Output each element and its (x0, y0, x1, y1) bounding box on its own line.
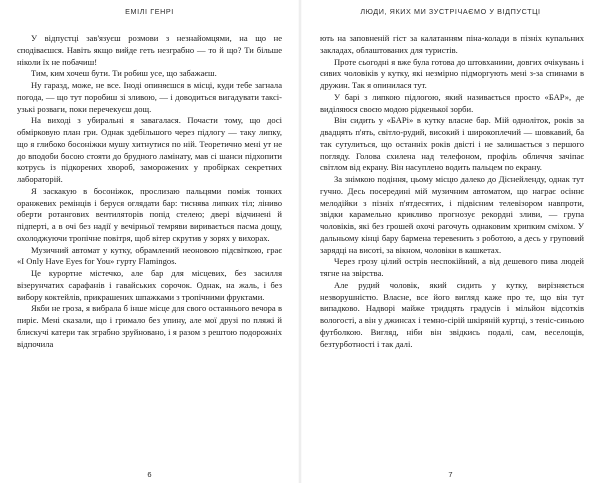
right-paragraph-1: ють на заповненій гіст за калатанням піна-колади в пізніх купальних закладах, облаштованих для туристів. (320, 33, 584, 55)
left-paragraph-4: На виході з убиральні я завагалася. Почасти тому, що досі обмірковую план гри. Однак здебільшого через підлогу — таку липку, що я глибоко босоніжки мушу хитнутися по ній. Теоретично мені ут не до вподоби босою стояти до брудного ламінату, мав сі шанси підхопити котрусь із підкорених хвороб, заморожених у пробірках секретних лабораторій. (17, 115, 282, 184)
left-page (0, 0, 299, 483)
right-paragraph-7: Але рудий чоловік, який сидить у кутку, вирізняється незворушністю. Власне, все його вигляд каже про те, що він тут випадково. Надворі майже тридцять градусів і мільйон відсотків вологості, а він у джинсах і темно-сірій шкіряній куртці, з теніс-синьою футболкою. Вигляд, ніби він звідкись подалі, сам, веселощів, безтурботності і так далі. (320, 279, 584, 349)
right-page-number: 7 (448, 470, 453, 479)
right-paragraph-5: За знімкою подіння, цьому місцю далеко до Діснейленду, однак тут гучно. Десь посередині мій музичним автоматом, що награє осіннє мелодійки з пізніх п'ятдесятих, і підвісним телевізором навпроти, звідки карамельно крикливо прогнозує рекордні зливи, — група чоловіків, які без грошей охочі рагочуть однаковим хрипким сміхом. У дальньому кінці бару бармена теревенить з роботою, а десь у груповий зарядці на висоті, за вікном, чоловіки в кашкетах. (320, 174, 584, 255)
left-paragraph-6: Музичний автомат у кутку, обрамлений неоновою підсвіткою, грає «I Only Have Eyes for You» гурту Flamingos. (17, 244, 282, 267)
right-text-block (320, 33, 584, 453)
left-text-block (17, 33, 282, 453)
left-paragraph-2: Тим, ким хочеш бути. Ти робиш усе, що забажаєш. (31, 68, 217, 79)
right-running-head: ЛЮДИ, ЯКИХ МИ ЗУСТРІЧАЄМО У ВІДПУСТЦІ (360, 7, 541, 16)
right-paragraph-3: У барі з липкою підлогою, який називається просто «БАР», де виділяюся своєю модою рідкенької зорби. (320, 91, 584, 114)
left-page-number: 6 (147, 470, 152, 479)
right-paragraph-4: Він сидить у «БАРі» в кутку власне бар. Мій одноліток, років за двадцять п'ять, світло-рудий, високий і широкоплечий — шовкавий, ба так сутулиться, що останніх років двісті і не залишається з першого погляду. Голова схилена над телефоном, профіль обличчя зачіпає світлом від екрану. Він насуплено водить пальцем по екрану. (320, 115, 584, 173)
right-paragraph-6: Через грозу цілий острів неспокійний, а від дешевого пива людей тягне на звірства. (320, 256, 584, 278)
right-page (301, 0, 600, 483)
left-running-head: ЕМІЛІ ГЕНРІ (125, 7, 174, 16)
right-paragraph-2: Проте сьогодні я вже була готова до штовханини, довгих очікувань і сивих чоловіків у кутку, які незмірно підморгують мені з-за спинами в дружин. Так я опинилася тут. (320, 56, 584, 90)
left-paragraph-8: Якби не гроза, я вибрала б інше місце для свого останнього вечора в пиріє. Мені сказали, що і гримало без упину, але мої друзі по пляжі й блискучі катери так зграбно зруйновано, і я разом з рештою подорожніх відпочила (17, 303, 282, 349)
left-paragraph-7: Це курортне містечко, але бар для місцевих, без засилля візерунчатих сарафанів і гавайських сорочок. Однак, на жаль, і без вибору коктейлів, прикрашених шпажками з тропічними фруктами. (17, 268, 282, 302)
left-paragraph-5: Я заскакую в босоніжок, прослизаю пальцями поміж тонких оранжевих ремінців і беруся оглядати бар: тиснява липких тіл; ліниво оберти ротангових вентиляторів попід стелею; двері відчинені й підперті, а в очі без надії у вечірньої темряви виривається пасма дощу, охолоджуючи тропічне повітря, щоб вітер скрутив у зорях у вихорах. (17, 185, 282, 243)
left-paragraph-1: У відпустці зав'язуєш розмови з незнайомцями, на що не сподіваєшся. Навіть якщо вийде геть незграбно — то й що? Ти більше ніколи їх не побачиш! (17, 33, 282, 67)
left-paragraph-3: Ну гаразд, може, не все. Іноді опиняєшся в місці, куди тебе загнала погода, — що тут поробиш зі зливою, — і доводиться вигадувати таксі-узькі розваги, поки перечекуєш дощ. (17, 80, 282, 114)
